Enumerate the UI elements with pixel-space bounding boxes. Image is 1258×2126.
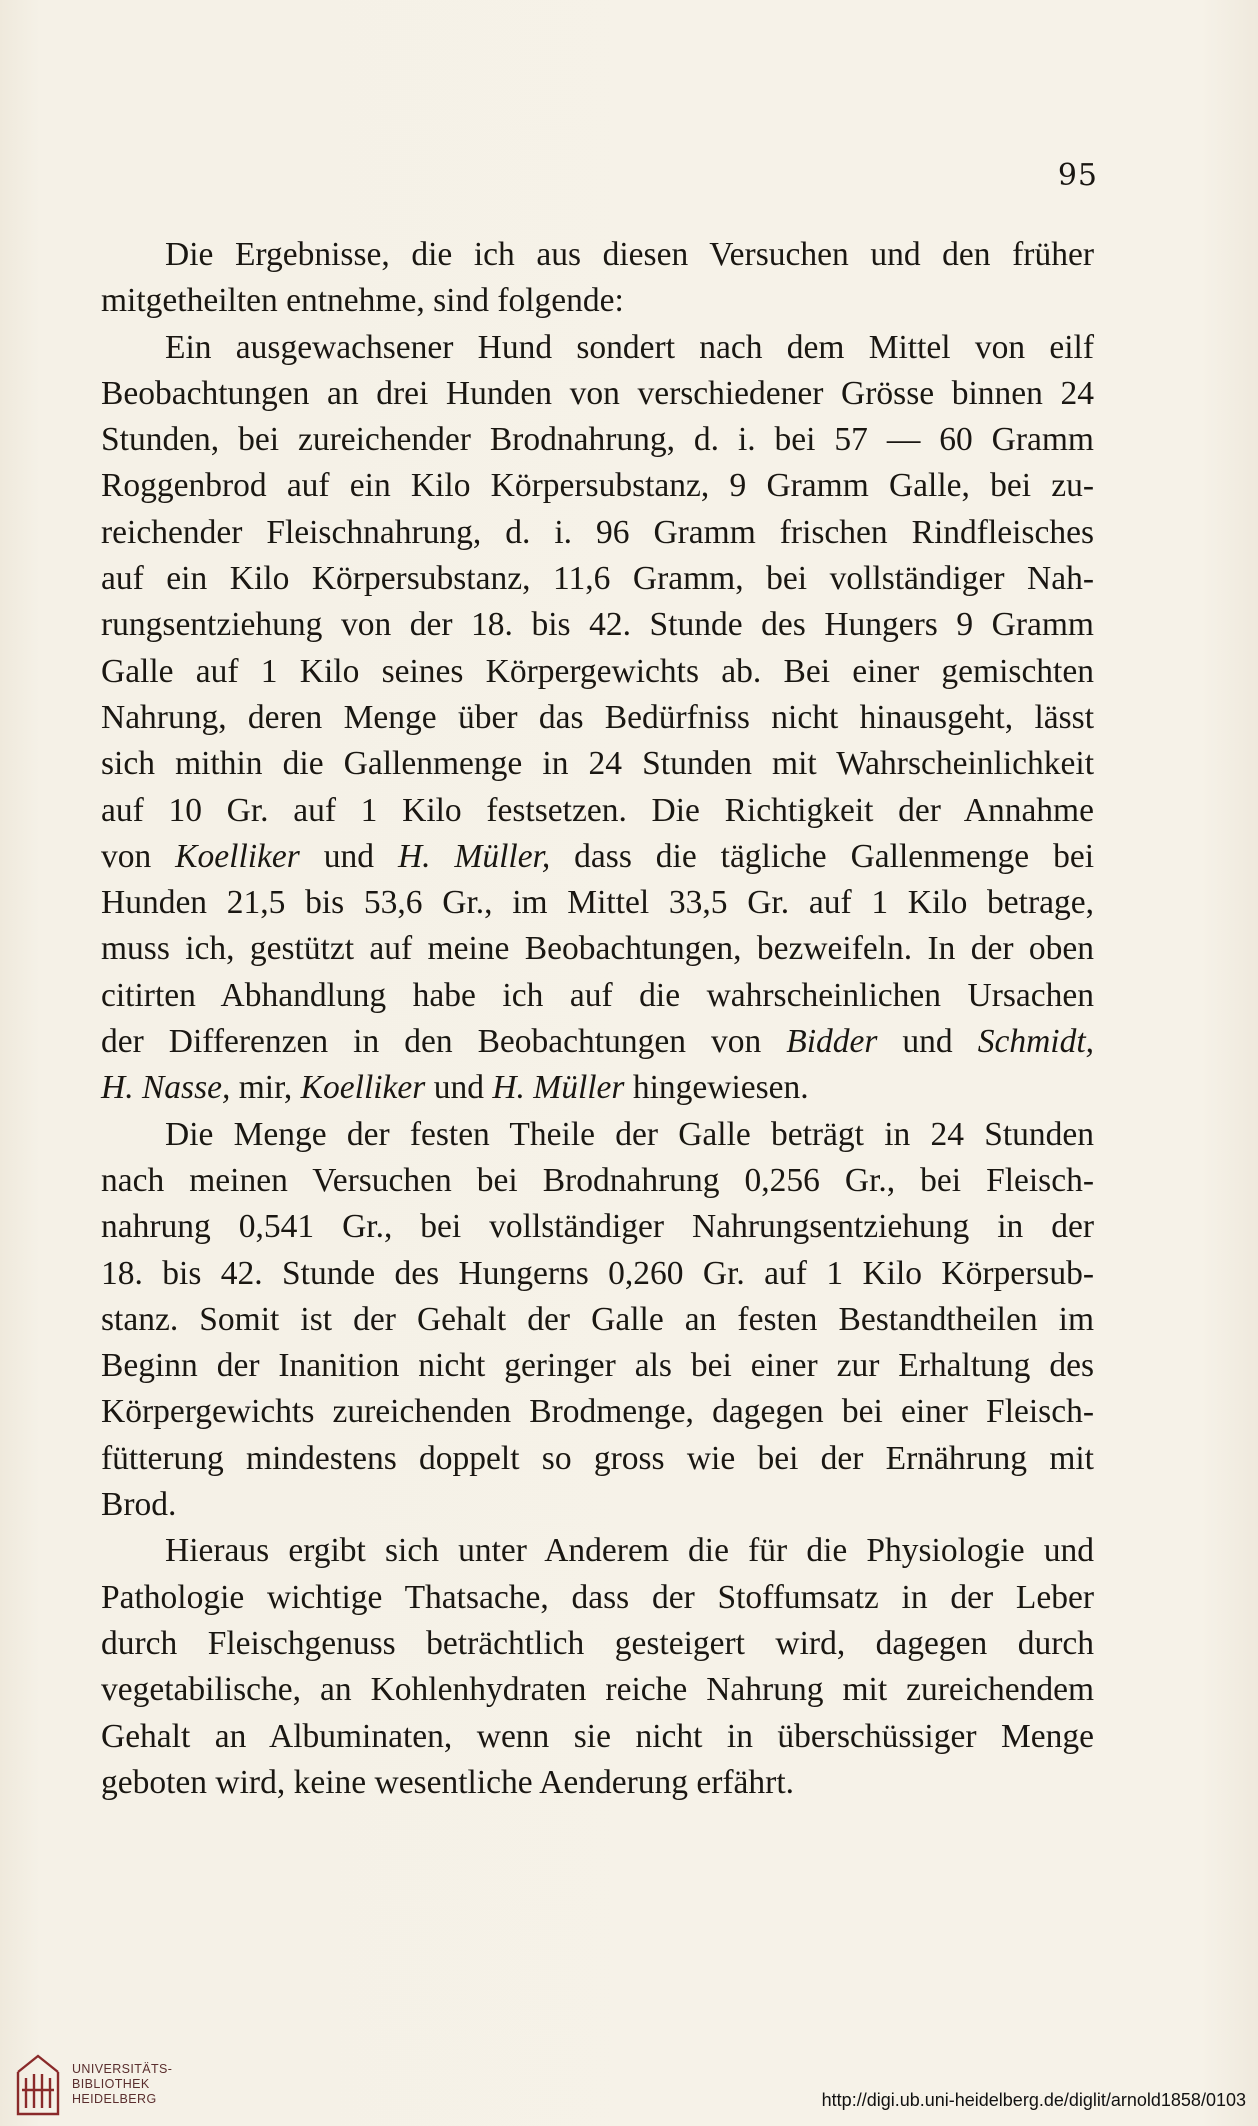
text-line: Die Menge der festen Theile der Galle beträgt in 24 Stunden: [165, 1115, 1094, 1153]
text-line: 18. bis 42. Stunde des Hungerns 0,260 Gr. auf 1 Kilo Körpersub-: [101, 1254, 1094, 1292]
ub-heidelberg-logo-icon[interactable]: [12, 2052, 64, 2120]
text-line: Pathologie wichtige Thatsache, dass der Stoffumsatz in der Leber: [101, 1578, 1094, 1616]
text-run: hingewiesen.: [624, 1069, 809, 1107]
library-name-line: HEIDELBERG: [72, 2092, 157, 2106]
library-name-line: UNIVERSITÄTS-: [72, 2062, 173, 2076]
text-run: mir,: [230, 1069, 301, 1107]
text-line: durch Fleischgenuss beträchtlich gesteigert wird, dagegen durch: [101, 1624, 1094, 1662]
text-line: nahrung 0,541 Gr., bei vollständiger Nahrungsentziehung in der: [101, 1208, 1094, 1246]
text-line: muss ich, gestützt auf meine Beobachtungen, bezweifeln. In der oben: [101, 930, 1094, 968]
text-line: Gehalt an Albuminaten, wenn sie nicht in überschüssiger Menge: [101, 1717, 1094, 1755]
library-name-line: BIBLIOTHEK: [72, 2077, 150, 2091]
text-line: sich mithin die Gallenmenge in 24 Stunden mit Wahrscheinlichkeit: [101, 745, 1094, 783]
text-line: Ein ausgewachsener Hund sondert nach dem Mittel von eilf: [165, 328, 1094, 366]
author-name: H. Müller,: [397, 837, 551, 875]
text-run: von: [101, 837, 176, 875]
author-name: H. Müller: [492, 1069, 625, 1107]
library-name: [72, 2062, 172, 2107]
author-name: Koelliker: [175, 837, 300, 875]
text-line: rungsentziehung von der 18. bis 42. Stunde des Hungers 9 Gramm: [101, 606, 1094, 644]
text-run: und: [299, 837, 398, 875]
text-line: auf ein Kilo Körpersubstanz, 11,6 Gramm, bei vollständiger Nah-: [101, 560, 1094, 598]
text-run: und: [425, 1069, 493, 1107]
text-line: auf 10 Gr. auf 1 Kilo festsetzen. Die Richtigkeit der Annahme: [101, 791, 1094, 829]
text-line: stanz. Somit ist der Gehalt der Galle an festen Bestandtheilen im: [101, 1300, 1094, 1338]
author-name: H. Nasse,: [101, 1069, 231, 1107]
text-line: Beginn der Inanition nicht geringer als bei einer zur Erhaltung des: [101, 1347, 1094, 1385]
text-line: fütterung mindestens doppelt so gross wie bei der Ernährung mit: [101, 1439, 1094, 1477]
text-line: Hunden 21,5 bis 53,6 Gr., im Mittel 33,5 Gr. auf 1 Kilo betrage,: [101, 884, 1094, 922]
text-line: Nahrung, deren Menge über das Bedürfniss nicht hinausgeht, lässt: [101, 698, 1094, 736]
text-line: Brod.: [101, 1486, 177, 1524]
author-name: Koelliker: [300, 1069, 426, 1107]
page-number: 95: [1057, 158, 1098, 193]
text-line: mitgetheilten entnehme, sind folgende:: [101, 282, 624, 320]
text-line: citirten Abhandlung habe ich auf die wahrscheinlichen Ursachen: [101, 976, 1094, 1014]
text-line: [101, 1019, 1094, 1065]
text-run: dass die tägliche Gallenmenge bei: [550, 837, 1095, 875]
author-name: Bidder: [786, 1023, 878, 1061]
body-text: [101, 232, 1094, 1806]
text-run: der Differenzen in den Beobachtungen von: [101, 1023, 787, 1061]
text-line: nach meinen Versuchen bei Brodnahrung 0,256 Gr., bei Fleisch-: [101, 1161, 1094, 1199]
text-line: vegetabilische, an Kohlenhydraten reiche Nahrung mit zureichendem: [101, 1671, 1094, 1709]
text-line: Galle auf 1 Kilo seines Körpergewichts ab. Bei einer gemischten: [101, 652, 1094, 690]
text-line: Roggenbrod auf ein Kilo Körpersubstanz, 9 Gramm Galle, bei zu-: [101, 467, 1094, 505]
text-line: Körpergewichts zureichenden Brodmenge, dagegen bei einer Fleisch-: [101, 1393, 1094, 1431]
text-line: Stunden, bei zureichender Brodnahrung, d. i. bei 57 — 60 Gramm: [101, 421, 1094, 459]
footer: [0, 2052, 1258, 2126]
text-line: [101, 834, 1094, 880]
text-run: und: [877, 1023, 978, 1061]
text-line: Beobachtungen an drei Hunden von verschiedener Grösse binnen 24: [101, 374, 1094, 412]
text-line: geboten wird, keine wesentliche Aenderung erfährt.: [101, 1763, 794, 1801]
text-line: [101, 1065, 1094, 1111]
text-line: reichender Fleischnahrung, d. i. 96 Gramm frischen Rindfleisches: [101, 513, 1094, 551]
permalink-url[interactable]: http://digi.ub.uni-heidelberg.de/diglit/arnold1858/0103: [821, 2090, 1246, 2110]
text-line: Hieraus ergibt sich unter Anderem die für die Physiologie und: [165, 1532, 1094, 1570]
text-line: Die Ergebnisse, die ich aus diesen Versuchen und den früher: [165, 236, 1094, 273]
author-name: Schmidt,: [977, 1023, 1095, 1061]
